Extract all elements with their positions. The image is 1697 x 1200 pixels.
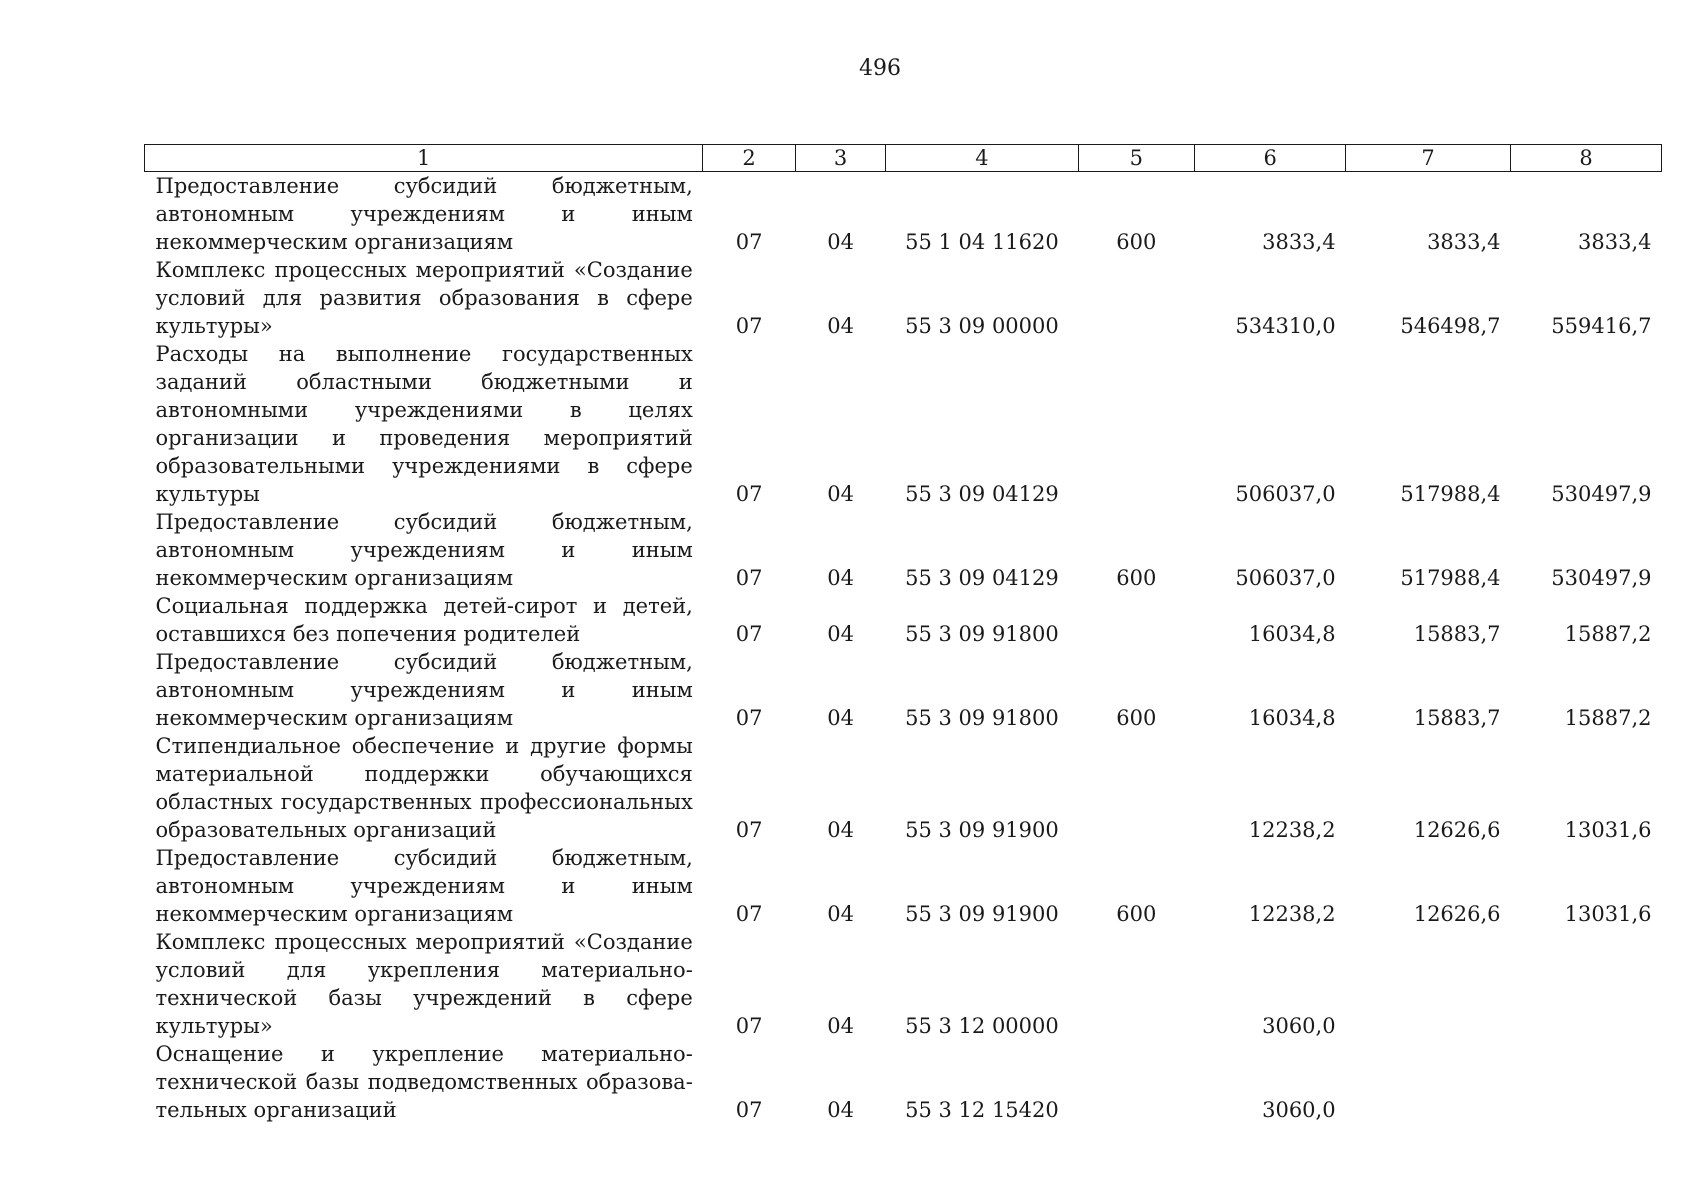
subsection-code: 04 [827, 566, 854, 590]
amount-year-3: 13031,6 [1564, 902, 1652, 926]
section-code: 07 [735, 818, 763, 842]
row-name: Оснащение и укрепление материально-технической базы подведомственных образовательных организаций [155, 1042, 693, 1122]
column-header: 1 [145, 145, 703, 172]
table-row [145, 256, 1662, 340]
section-code: 07 [735, 902, 763, 926]
table-row [145, 1040, 1662, 1124]
column-header: 6 [1195, 145, 1346, 172]
table-row [145, 172, 1662, 257]
table-body [145, 172, 1662, 1125]
amount-year-2: 15883,7 [1413, 622, 1501, 646]
amount-year-3: 15887,2 [1564, 706, 1652, 730]
column-header: 4 [886, 145, 1078, 172]
section-code: 07 [735, 482, 763, 506]
row-name: Комплекс процессных мероприятий «Создание условий для развития образования в сфере культуры» [155, 258, 693, 338]
subsection-code: 04 [827, 230, 854, 254]
column-header: 5 [1078, 145, 1195, 172]
amount-year-1: 12238,2 [1248, 818, 1336, 842]
amount-year-3: 15887,2 [1564, 622, 1652, 646]
amount-year-2: 3833,4 [1427, 230, 1501, 254]
expense-type-code: 600 [1116, 902, 1157, 926]
amount-year-2: 15883,7 [1413, 706, 1501, 730]
table-row [145, 508, 1662, 592]
row-name: Социальная поддержка детей-сирот и детей, оставшихся без попечения родителей [155, 594, 693, 646]
row-name: Предоставление субсидий бюджетным, автономным учреждениям и иным некоммерческим организациям [155, 174, 693, 254]
subsection-code: 04 [827, 902, 854, 926]
section-code: 07 [735, 706, 763, 730]
expense-type-code: 600 [1116, 230, 1157, 254]
subsection-code: 04 [827, 706, 854, 730]
table-row [145, 732, 1662, 844]
row-name: Предоставление субсидий бюджетным, автономным учреждениям и иным некоммерческим организациям [155, 650, 693, 730]
amount-year-1: 12238,2 [1248, 902, 1336, 926]
column-header: 3 [795, 145, 886, 172]
table-row [145, 340, 1662, 508]
target-article-code: 55 3 12 00000 [905, 1014, 1059, 1038]
row-name: Предоставление субсидий бюджетным, автономным учреждениям и иным некоммерческим организациям [155, 846, 693, 926]
budget-table [144, 144, 1662, 1124]
expense-type-code [1078, 256, 1195, 340]
target-article-code: 55 3 09 04129 [905, 482, 1059, 506]
subsection-code: 04 [827, 622, 854, 646]
target-article-code: 55 3 09 91900 [905, 818, 1059, 842]
amount-year-3: 530497,9 [1551, 566, 1652, 590]
expense-type-code [1078, 732, 1195, 844]
section-code: 07 [735, 566, 763, 590]
amount-year-1: 3060,0 [1262, 1014, 1336, 1038]
subsection-code: 04 [827, 482, 854, 506]
table-row [145, 648, 1662, 732]
expense-type-code [1078, 1040, 1195, 1124]
amount-year-1: 506037,0 [1235, 566, 1336, 590]
column-header: 8 [1511, 145, 1662, 172]
subsection-code: 04 [827, 314, 854, 338]
subsection-code: 04 [827, 1098, 854, 1122]
section-code: 07 [735, 622, 763, 646]
target-article-code: 55 3 09 91800 [905, 622, 1059, 646]
expense-type-code [1078, 928, 1195, 1040]
amount-year-3 [1511, 928, 1662, 1040]
target-article-code: 55 3 09 91900 [905, 902, 1059, 926]
row-name: Предоставление субсидий бюджетным, автономным учреждениям и иным некоммерческим организациям [155, 510, 693, 590]
amount-year-3: 559416,7 [1551, 314, 1652, 338]
target-article-code: 55 3 12 15420 [905, 1098, 1059, 1122]
amount-year-1: 506037,0 [1235, 482, 1336, 506]
target-article-code: 55 1 04 11620 [905, 230, 1059, 254]
target-article-code: 55 3 09 91800 [905, 706, 1059, 730]
column-header: 7 [1346, 145, 1511, 172]
amount-year-2: 517988,4 [1400, 482, 1501, 506]
amount-year-2: 12626,6 [1413, 902, 1501, 926]
subsection-code: 04 [827, 818, 854, 842]
amount-year-2 [1346, 1040, 1511, 1124]
amount-year-1: 534310,0 [1235, 314, 1336, 338]
target-article-code: 55 3 09 00000 [905, 314, 1059, 338]
table-row [145, 592, 1662, 648]
row-name: Комплекс процессных мероприятий «Создание условий для укрепления материально-технической базы учреждений в сфере культуры» [155, 930, 693, 1038]
expense-type-code [1078, 340, 1195, 508]
amount-year-1: 3833,4 [1262, 230, 1336, 254]
amount-year-2: 546498,7 [1400, 314, 1501, 338]
amount-year-1: 3060,0 [1262, 1098, 1336, 1122]
amount-year-2: 517988,4 [1400, 566, 1501, 590]
column-header: 2 [703, 145, 796, 172]
table-row [145, 844, 1662, 928]
table-header [145, 145, 1662, 172]
table-row [145, 928, 1662, 1040]
amount-year-1: 16034,8 [1248, 706, 1336, 730]
expense-type-code: 600 [1116, 706, 1157, 730]
section-code: 07 [735, 230, 763, 254]
expense-type-code: 600 [1116, 566, 1157, 590]
row-name: Стипендиальное обеспечение и другие формы материальной поддержки обучающихся областных государственных профессиональных образовательных организаций [155, 734, 693, 842]
section-code: 07 [735, 314, 763, 338]
target-article-code: 55 3 09 04129 [905, 566, 1059, 590]
amount-year-2 [1346, 928, 1511, 1040]
subsection-code: 04 [827, 1014, 854, 1038]
page-number: 496 [859, 56, 901, 81]
amount-year-2: 12626,6 [1413, 818, 1501, 842]
amount-year-1: 16034,8 [1248, 622, 1336, 646]
amount-year-3: 530497,9 [1551, 482, 1652, 506]
row-name: Расходы на выполнение государственных заданий областными бюджетными и автономными учреждениями в целях организации и проведения мероприятий образовательными учреждениями в сфере культуры [155, 342, 693, 506]
amount-year-3 [1511, 1040, 1662, 1124]
section-code: 07 [735, 1098, 763, 1122]
section-code: 07 [735, 1014, 763, 1038]
expense-type-code [1078, 592, 1195, 648]
amount-year-3: 3833,4 [1578, 230, 1652, 254]
amount-year-3: 13031,6 [1564, 818, 1652, 842]
